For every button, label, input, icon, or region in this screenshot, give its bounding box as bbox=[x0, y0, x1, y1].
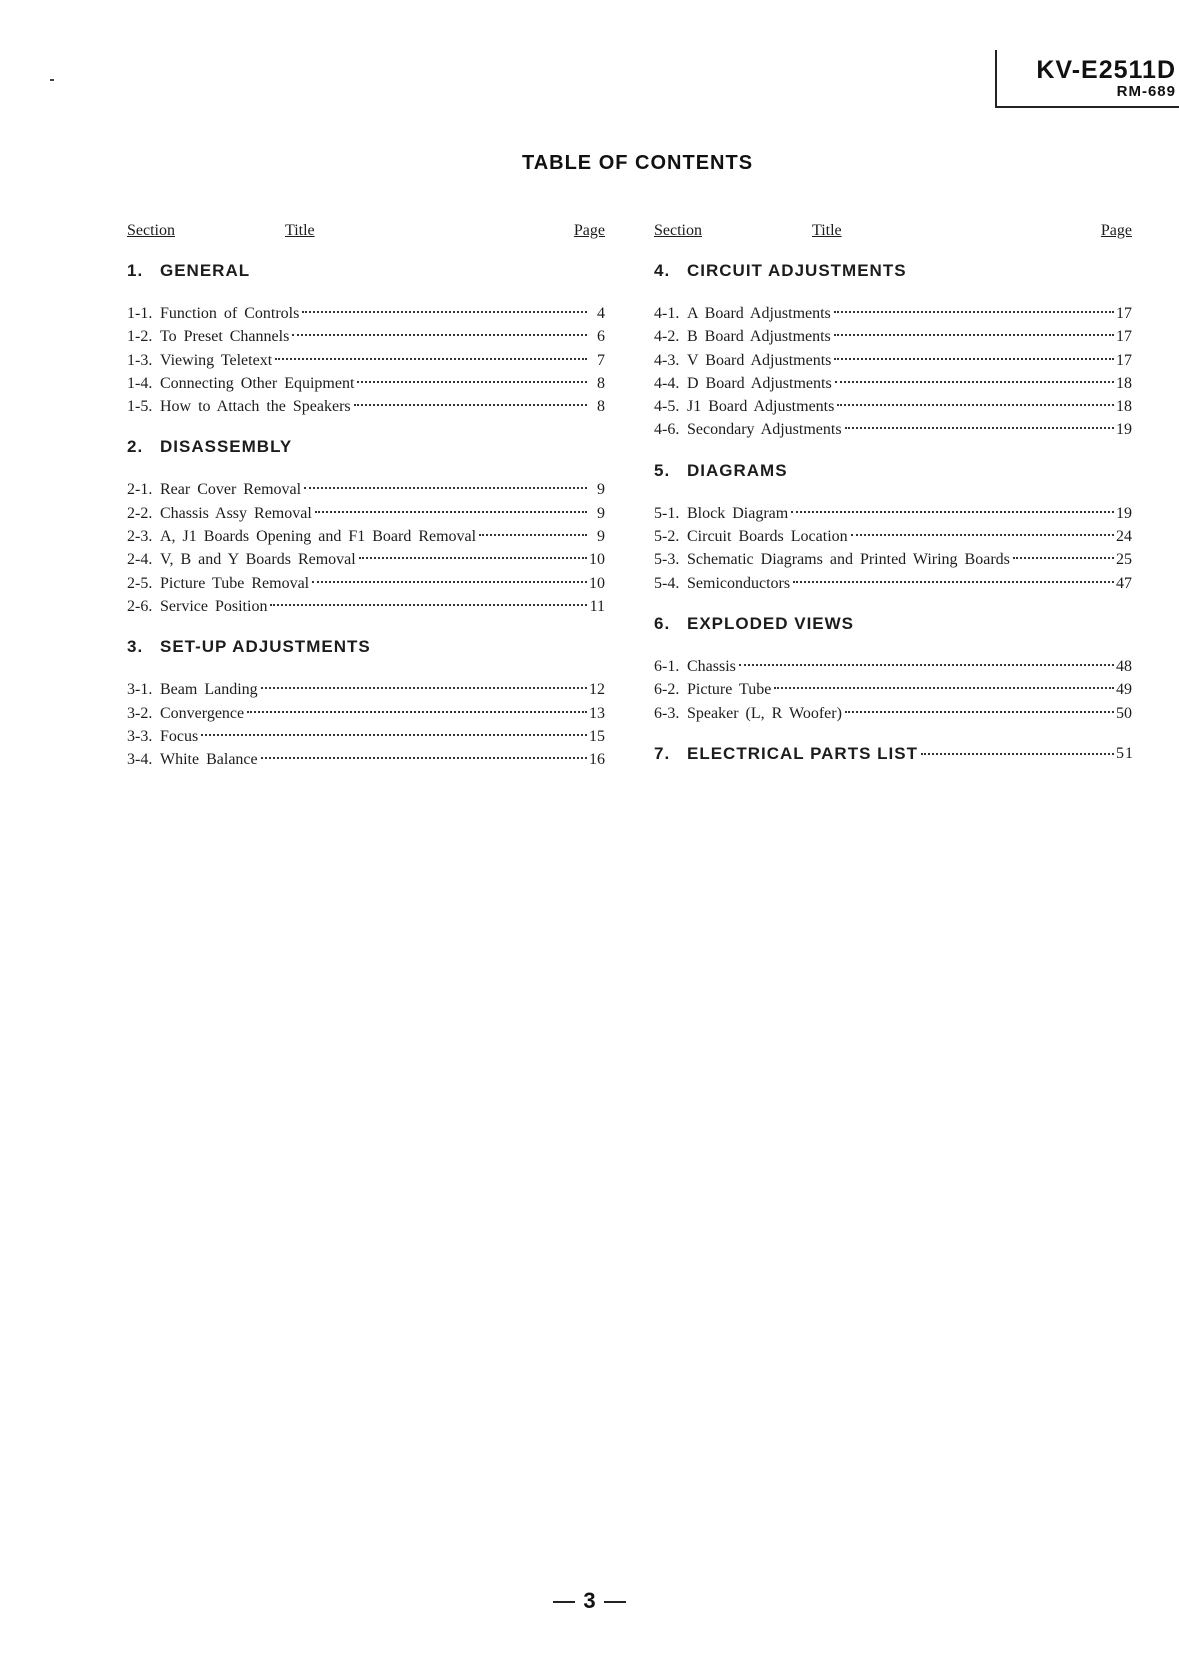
section-page: 51 bbox=[1116, 744, 1134, 762]
section-number: 4. bbox=[654, 261, 671, 280]
section-name: GENERAL bbox=[160, 261, 251, 280]
section-heading bbox=[654, 258, 1132, 284]
entry-number: 4-6. bbox=[654, 421, 680, 439]
toc-entry[interactable] bbox=[654, 395, 1132, 418]
entry-page: 6 bbox=[597, 328, 605, 346]
entry-number: 1-1. bbox=[127, 305, 153, 322]
entry-title: How to Attach the Speakers bbox=[160, 398, 351, 416]
entry-title: Rear Cover Removal bbox=[160, 481, 302, 499]
dot-leader bbox=[247, 711, 587, 713]
entry-title: Chassis Assy Removal bbox=[160, 504, 312, 522]
entry-title: Schematic Diagrams and Printed Wiring Boards bbox=[687, 551, 1010, 569]
entry-number: 3-3. bbox=[127, 727, 153, 745]
toc-entry[interactable] bbox=[654, 525, 1132, 548]
dot-leader bbox=[275, 358, 587, 360]
toc-entry[interactable] bbox=[127, 395, 605, 418]
entry-page: 15 bbox=[589, 727, 605, 745]
toc-entry[interactable] bbox=[654, 502, 1132, 525]
toc-entry[interactable] bbox=[127, 502, 605, 525]
entry-number: 4-1. bbox=[654, 305, 680, 322]
entry-page: 13 bbox=[589, 704, 605, 722]
toc-section bbox=[654, 258, 1132, 442]
entry-page: 10 bbox=[589, 551, 605, 569]
dot-leader bbox=[292, 334, 587, 336]
entry-title: J1 Board Adjustments bbox=[687, 398, 835, 416]
entry-title: White Balance bbox=[160, 751, 258, 769]
toc-left-column bbox=[127, 222, 605, 771]
entry-number: 5-2. bbox=[654, 528, 680, 546]
dot-leader bbox=[304, 487, 587, 489]
dot-leader bbox=[845, 711, 1114, 713]
entry-number: 4-4. bbox=[654, 374, 680, 392]
entry-number: 2-3. bbox=[127, 528, 153, 546]
entry-title: Beam Landing bbox=[160, 681, 258, 699]
toc-entry[interactable] bbox=[654, 572, 1132, 595]
entry-number: 6-3. bbox=[654, 704, 680, 722]
dot-leader bbox=[834, 334, 1114, 336]
header-page: Page bbox=[573, 222, 605, 239]
toc-entry[interactable] bbox=[127, 349, 605, 372]
section-number: 6. bbox=[654, 613, 671, 633]
section-heading bbox=[654, 611, 1132, 637]
toc-entry[interactable] bbox=[127, 572, 605, 595]
entry-title: Connecting Other Equipment bbox=[160, 374, 355, 392]
toc-section bbox=[127, 434, 605, 618]
toc-right-column bbox=[654, 222, 1132, 767]
entry-number: 5-1. bbox=[654, 504, 680, 522]
header-section: Section bbox=[654, 222, 702, 239]
toc-entry[interactable] bbox=[127, 725, 605, 748]
dot-leader bbox=[834, 311, 1114, 313]
entry-number: 1-2. bbox=[127, 328, 153, 346]
entry-number: 2-4. bbox=[127, 551, 153, 569]
dot-leader bbox=[359, 557, 587, 559]
toc-entry[interactable] bbox=[654, 418, 1132, 441]
entry-page: 8 bbox=[597, 398, 605, 416]
dot-leader bbox=[791, 511, 1114, 513]
section-heading bbox=[127, 634, 605, 660]
toc-entry[interactable] bbox=[127, 678, 605, 701]
entry-title: Convergence bbox=[160, 704, 245, 722]
entry-page: 17 bbox=[1116, 305, 1132, 322]
page-number: 3 bbox=[583, 1588, 596, 1613]
entry-page: 7 bbox=[597, 351, 605, 369]
entry-title: A, J1 Boards Opening and F1 Board Removal bbox=[160, 528, 477, 546]
entry-page: 9 bbox=[597, 504, 605, 522]
entry-title: Speaker (L, R Woofer) bbox=[687, 704, 842, 722]
toc-entry[interactable] bbox=[127, 525, 605, 548]
entry-title: D Board Adjustments bbox=[687, 374, 832, 392]
dot-leader bbox=[739, 664, 1114, 666]
entry-number: 2-2. bbox=[127, 504, 153, 522]
section-heading bbox=[127, 258, 605, 284]
section-heading bbox=[654, 741, 1132, 767]
toc-section bbox=[654, 611, 1132, 725]
footer-dash bbox=[604, 1601, 626, 1603]
entry-title: A Board Adjustments bbox=[687, 305, 831, 322]
column-headers bbox=[127, 222, 605, 246]
entry-title: Chassis bbox=[687, 657, 736, 675]
entry-page: 9 bbox=[597, 481, 605, 499]
footer-dash bbox=[553, 1601, 575, 1603]
section-name: SET-UP ADJUSTMENTS bbox=[160, 637, 371, 657]
entry-page: 11 bbox=[589, 597, 605, 615]
dot-leader bbox=[312, 581, 587, 583]
section-name: DISASSEMBLY bbox=[160, 437, 293, 457]
entry-number: 3-1. bbox=[127, 681, 153, 699]
entry-number: 4-3. bbox=[654, 351, 680, 369]
header-title: Title bbox=[285, 222, 315, 239]
dot-leader bbox=[921, 753, 1114, 755]
entry-title: Secondary Adjustments bbox=[687, 421, 842, 439]
model-number: KV-E2511D bbox=[1036, 56, 1176, 84]
toc-entry[interactable] bbox=[127, 325, 605, 348]
entry-page: 48 bbox=[1116, 657, 1132, 675]
entry-number: 3-4. bbox=[127, 751, 153, 769]
entry-number: 2-6. bbox=[127, 597, 153, 615]
entry-title: V, B and Y Boards Removal bbox=[160, 551, 356, 569]
toc-entry[interactable] bbox=[127, 548, 605, 571]
toc-section bbox=[654, 741, 1132, 767]
entry-page: 9 bbox=[597, 528, 605, 546]
dot-leader bbox=[357, 381, 587, 383]
toc-entry[interactable] bbox=[127, 748, 605, 771]
section-heading bbox=[127, 434, 605, 460]
dot-leader bbox=[354, 404, 587, 406]
section-number: 7. bbox=[654, 743, 671, 763]
dot-leader bbox=[837, 404, 1114, 406]
dot-leader bbox=[201, 734, 587, 736]
entry-page: 18 bbox=[1116, 374, 1132, 392]
entry-title: Picture Tube Removal bbox=[160, 574, 310, 592]
toc-entry[interactable] bbox=[654, 349, 1132, 372]
entry-number: 4-5. bbox=[654, 398, 680, 416]
dot-leader bbox=[270, 604, 587, 606]
dot-leader bbox=[261, 687, 587, 689]
entry-page: 17 bbox=[1116, 328, 1132, 346]
toc-entry[interactable] bbox=[654, 548, 1132, 571]
entry-title: Circuit Boards Location bbox=[687, 528, 848, 546]
entry-title: To Preset Channels bbox=[160, 328, 290, 346]
column-headers bbox=[654, 222, 1132, 246]
toc-section bbox=[654, 458, 1132, 595]
entry-title: Block Diagram bbox=[687, 504, 789, 522]
entry-title: Picture Tube bbox=[687, 681, 772, 699]
entry-page: 12 bbox=[589, 681, 605, 699]
dot-leader bbox=[774, 687, 1114, 689]
section-name: CIRCUIT ADJUSTMENTS bbox=[687, 261, 907, 280]
entry-number: 1-5. bbox=[127, 398, 153, 416]
entry-page: 19 bbox=[1116, 504, 1132, 522]
section-name: EXPLODED VIEWS bbox=[687, 613, 855, 633]
dot-leader bbox=[793, 581, 1114, 583]
entry-page: 17 bbox=[1116, 351, 1132, 369]
toc-section bbox=[127, 634, 605, 771]
section-number: 3. bbox=[127, 637, 144, 657]
entry-title: B Board Adjustments bbox=[687, 328, 831, 346]
entry-page: 16 bbox=[589, 751, 605, 769]
entry-page: 49 bbox=[1116, 681, 1132, 699]
section-heading bbox=[654, 458, 1132, 484]
entry-title: Service Position bbox=[160, 597, 268, 615]
toc-entry[interactable] bbox=[654, 678, 1132, 701]
dot-leader bbox=[1013, 557, 1114, 559]
dot-leader bbox=[845, 427, 1114, 429]
dot-leader bbox=[302, 311, 587, 313]
model-header bbox=[995, 50, 1179, 108]
dot-leader bbox=[261, 757, 587, 759]
entry-page: 24 bbox=[1116, 528, 1132, 546]
dot-leader bbox=[835, 381, 1114, 383]
page-footer bbox=[0, 1588, 1179, 1614]
entry-number: 5-4. bbox=[654, 574, 680, 592]
dot-leader bbox=[315, 511, 587, 513]
section-name: ELECTRICAL PARTS LIST bbox=[687, 743, 918, 763]
section-name: DIAGRAMS bbox=[687, 460, 788, 480]
toc-entry[interactable] bbox=[654, 702, 1132, 725]
header-page: Page bbox=[1100, 222, 1132, 239]
entry-title: Focus bbox=[160, 727, 199, 745]
toc-entry[interactable] bbox=[127, 302, 605, 325]
entry-number: 4-2. bbox=[654, 328, 680, 346]
section-number: 5. bbox=[654, 460, 671, 480]
entry-number: 3-2. bbox=[127, 704, 153, 722]
section-number: 1. bbox=[127, 261, 144, 280]
entry-number: 2-1. bbox=[127, 481, 153, 499]
entry-number: 2-5. bbox=[127, 574, 153, 592]
entry-page: 47 bbox=[1116, 574, 1132, 592]
entry-title: Function of Controls bbox=[160, 305, 300, 322]
entry-title: Semiconductors bbox=[687, 574, 791, 592]
page-title: TABLE OF CONTENTS bbox=[521, 152, 754, 174]
toc-entry[interactable] bbox=[127, 478, 605, 501]
toc-entry[interactable] bbox=[654, 325, 1132, 348]
entry-number: 1-3. bbox=[127, 351, 153, 369]
toc-entry[interactable] bbox=[127, 702, 605, 725]
toc-entry[interactable] bbox=[654, 302, 1132, 325]
toc-section bbox=[127, 258, 605, 418]
scan-speck bbox=[50, 79, 54, 81]
section-number: 2. bbox=[127, 437, 144, 457]
toc-entry[interactable] bbox=[654, 655, 1132, 678]
entry-number: 5-3. bbox=[654, 551, 680, 569]
toc-entry[interactable] bbox=[127, 595, 605, 618]
entry-page: 18 bbox=[1116, 398, 1132, 416]
toc-entry[interactable] bbox=[654, 372, 1132, 395]
entry-number: 1-4. bbox=[127, 374, 153, 392]
dot-leader bbox=[834, 358, 1114, 360]
toc-entry[interactable] bbox=[127, 372, 605, 395]
entry-page: 25 bbox=[1116, 551, 1132, 569]
entry-page: 4 bbox=[597, 305, 605, 322]
entry-page: 8 bbox=[597, 374, 605, 392]
header-title: Title bbox=[812, 222, 842, 239]
entry-title: V Board Adjustments bbox=[687, 351, 832, 369]
dot-leader bbox=[479, 534, 587, 536]
remote-model: RM-689 bbox=[1116, 83, 1176, 100]
entry-title: Viewing Teletext bbox=[160, 351, 273, 369]
dot-leader bbox=[851, 534, 1114, 536]
entry-page: 10 bbox=[589, 574, 605, 592]
entry-page: 50 bbox=[1116, 704, 1132, 722]
header-section: Section bbox=[127, 222, 175, 239]
entry-number: 6-2. bbox=[654, 681, 680, 699]
entry-page: 19 bbox=[1116, 421, 1132, 439]
entry-number: 6-1. bbox=[654, 657, 680, 675]
